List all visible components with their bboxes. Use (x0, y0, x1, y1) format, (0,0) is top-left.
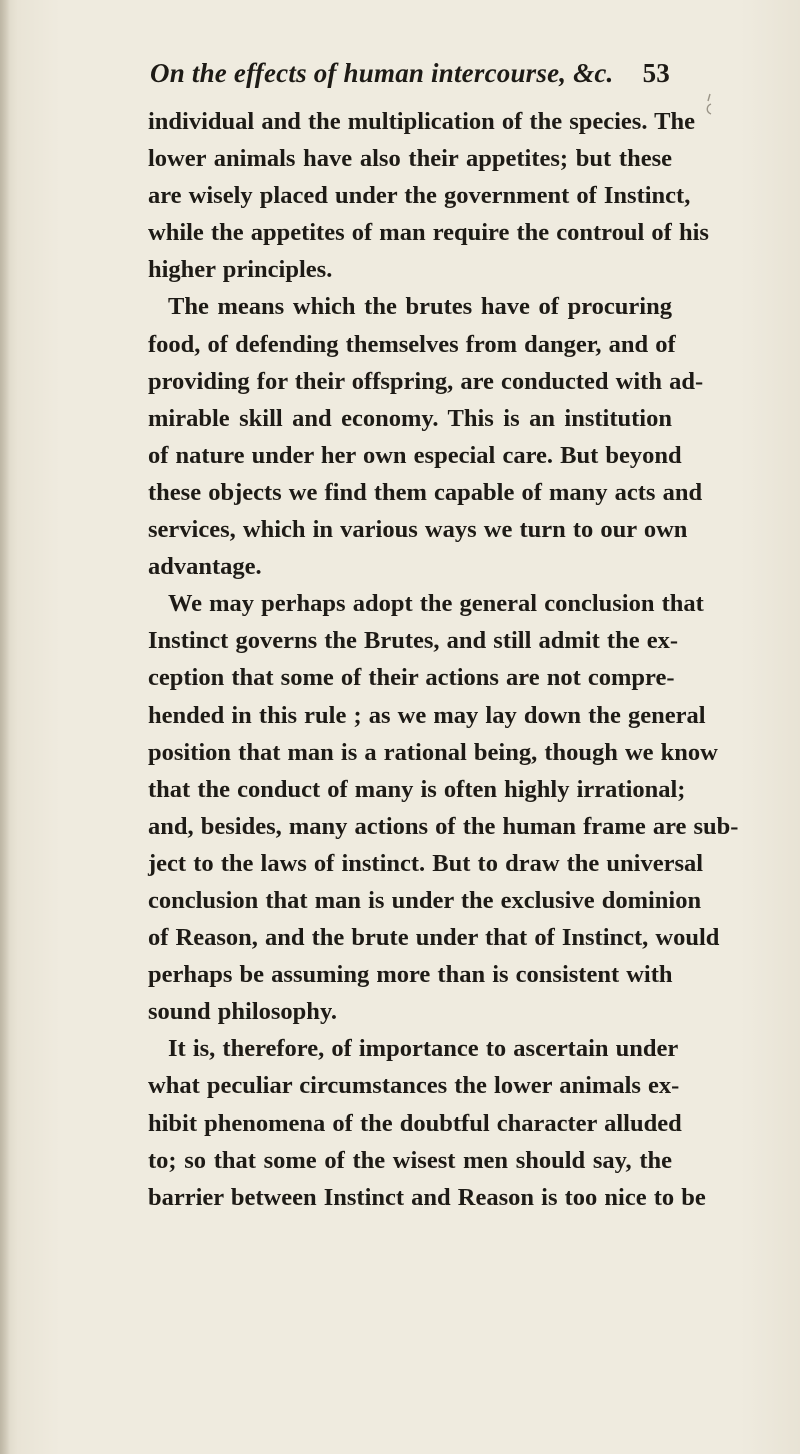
page-number: 53 (642, 58, 670, 88)
text-line: We may perhaps adopt the general conclusion that (168, 590, 704, 618)
text-line: advantage. (148, 553, 262, 581)
text-line: higher principles. (148, 256, 333, 284)
text-line: that the conduct of many is often highly irrational; (148, 775, 686, 803)
text-line: hibit phenomena of the doubtful character alluded (148, 1109, 682, 1137)
text-line: to; so that some of the wisest men should say, the (148, 1146, 672, 1174)
text-line: barrier between Instinct and Reason is too nice to be (148, 1183, 706, 1211)
text-line: and, besides, many actions of the human frame are sub- (148, 812, 739, 840)
text-line: of nature under her own especial care. But beyond (148, 441, 682, 469)
text-line: providing for their offspring, are conducted with ad- (148, 367, 704, 395)
running-head-title: On the effects of human intercourse, &c. (150, 58, 614, 88)
text-line: The means which the brutes have of procuring (168, 293, 672, 321)
text-line: while the appetites of man require the controul of his (148, 219, 709, 247)
text-line: are wisely placed under the government of Instinct, (148, 182, 691, 210)
text-line: ception that some of their actions are not compre- (148, 664, 675, 692)
margin-pencil-mark (702, 92, 716, 132)
text-line: sound philosophy. (148, 998, 337, 1026)
binding-gutter (0, 0, 10, 1454)
pencil-mark-icon (702, 92, 716, 132)
text-line: of Reason, and the brute under that of Instinct, would (148, 924, 720, 952)
body-text (148, 103, 739, 1216)
text-line: hended in this rule ; as we may lay down the general (148, 701, 706, 729)
text-line: what peculiar circumstances the lower animals ex- (148, 1072, 680, 1100)
text-line: It is, therefore, of importance to ascertain under (168, 1035, 679, 1063)
text-line: Instinct governs the Brutes, and still admit the ex- (148, 627, 678, 655)
text-line: position that man is a rational being, though we know (148, 738, 718, 766)
text-line: services, which in various ways we turn to our own (148, 516, 688, 544)
text-line: lower animals have also their appetites; but these (148, 145, 672, 173)
text-line: food, of defending themselves from danger, and of (148, 330, 676, 358)
text-line: individual and the multiplication of the species. The (148, 108, 695, 135)
running-head (150, 58, 670, 98)
text-line: mirable skill and economy. This is an institution (148, 404, 672, 432)
text-line: perhaps be assuming more than is consistent with (148, 961, 673, 989)
text-line: ject to the laws of instinct. But to draw the universal (148, 849, 704, 877)
text-line: conclusion that man is under the exclusive dominion (148, 886, 702, 914)
text-line: these objects we find them capable of many acts and (148, 478, 703, 506)
